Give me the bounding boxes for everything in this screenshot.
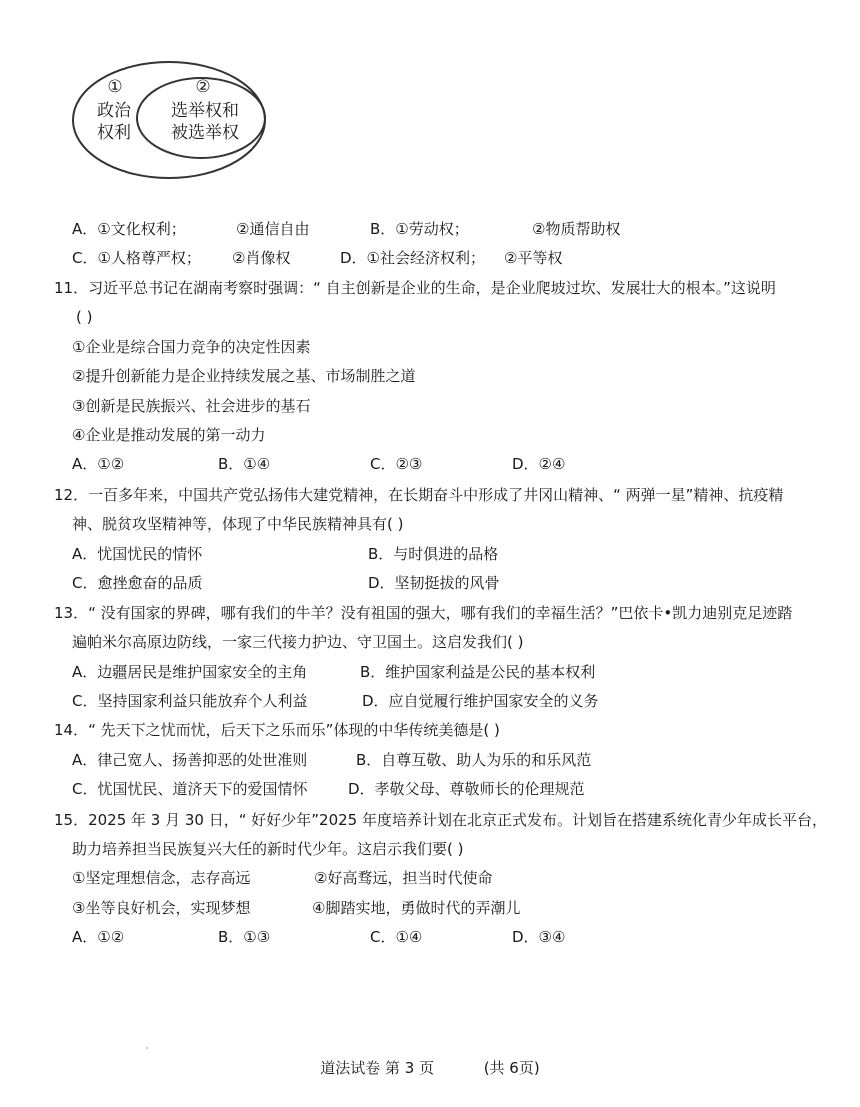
venn-inner-label: [162, 100, 248, 144]
q10-option-d-second: ②平等权: [504, 249, 563, 267]
q11-option-a[interactable]: A．①②: [72, 455, 125, 473]
q15-option-c[interactable]: C．①④: [370, 928, 423, 946]
q11-item-3: ③创新是民族振兴、社会进步的基石: [72, 397, 311, 415]
footer-total-label: (共 6页): [483, 1059, 540, 1077]
q10-option-a[interactable]: A．①文化权利；: [72, 220, 186, 238]
q13-option-d[interactable]: D．应自觉履行维护国家安全的义务: [362, 692, 599, 710]
q10-option-c[interactable]: C．①人格尊严权；: [72, 249, 201, 267]
q11-option-b[interactable]: B．①④: [218, 455, 271, 473]
q15-item-2: ②好高骛远，担当时代使命: [314, 869, 493, 887]
q12-stem-line1: 12．一百多年来，中国共产党弘扬伟大建党精神，在长期奋斗中形成了井冈山精神、“ 两弹一星”精神、抗疫精: [54, 486, 784, 504]
q15-item-4: ④脚踏实地，勇做时代的弄潮儿: [312, 899, 521, 917]
q12-option-d[interactable]: D．坚韧挺拔的风骨: [368, 574, 500, 592]
q12-option-a[interactable]: A．忧国忧民的情怀: [72, 545, 203, 563]
footer-page-label: 道法试卷 第 3 页: [320, 1059, 435, 1077]
q15-option-b[interactable]: B．①③: [218, 928, 271, 946]
q13-option-a[interactable]: A．边疆居民是维护国家安全的主角: [72, 663, 308, 681]
q10-option-c-second: ②肖像权: [232, 249, 291, 267]
page-footer: [0, 1057, 860, 1078]
q15-item-3: ③坐等良好机会，实现梦想: [72, 899, 251, 917]
q15-item-1: ①坚定理想信念，志存高远: [72, 869, 251, 887]
q15-stem-line2: 助力培养担当民族复兴大任的新时代少年。这启示我们要( ): [72, 840, 464, 858]
venn-outer-label: [92, 100, 136, 144]
q14-option-c[interactable]: C．忧国忧民、道济天下的爱国情怀: [72, 780, 308, 798]
q14-option-a[interactable]: A．律己宽人、扬善抑恶的处世准则: [72, 751, 308, 769]
q11-option-c[interactable]: C．②③: [370, 455, 423, 473]
q11-option-d[interactable]: D．②④: [512, 455, 566, 473]
q15-stem-line1: 15．2025 年 3 月 30 日，“ 好好少年”2025 年度培养计划在北京正式发布。计划旨在搭建系统化青少年成长平台，: [54, 811, 827, 829]
venn-diagram: [68, 58, 274, 184]
venn-outer-line2: 权利: [97, 123, 131, 143]
q11-stem-line1: 11．习近平总书记在湖南考察时强调：“ 自主创新是企业的生命，是企业爬坡过坎、发展壮大的根本。”这说明: [54, 279, 776, 297]
q11-item-2: ②提升创新能力是企业持续发展之基、市场制胜之道: [72, 367, 416, 385]
q15-option-d[interactable]: D．③④: [512, 928, 566, 946]
q14-stem: 14．“ 先天下之忧而忧，后天下之乐而乐”体现的中华传统美德是( ): [54, 721, 500, 739]
venn-outer-number: ①: [107, 77, 123, 97]
q10-option-b-second: ②物质帮助权: [532, 220, 621, 238]
q13-option-b[interactable]: B．维护国家利益是公民的基本权利: [360, 663, 596, 681]
q11-item-4: ④企业是推动发展的第一动力: [72, 426, 266, 444]
q10-option-b[interactable]: B．①劳动权；: [370, 220, 469, 238]
q10-option-a-second: ②通信自由: [236, 220, 310, 238]
scan-dot: [146, 1047, 148, 1049]
venn-inner-number: ②: [195, 77, 211, 97]
q14-option-b[interactable]: B．自尊互敬、助人为乐的和乐风范: [356, 751, 592, 769]
venn-inner-line1: 选举权和: [171, 101, 239, 121]
q11-item-1: ①企业是综合国力竞争的决定性因素: [72, 338, 311, 356]
q14-option-d[interactable]: D．孝敬父母、尊敬师长的伦理规范: [348, 780, 585, 798]
q12-option-b[interactable]: B．与时俱进的品格: [368, 545, 499, 563]
q13-stem-line2: 遍帕米尔高原边防线，一家三代接力护边、守卫国土。这启发我们( ): [72, 633, 524, 651]
q15-option-a[interactable]: A．①②: [72, 928, 125, 946]
q13-option-c[interactable]: C．坚持国家利益只能放弃个人利益: [72, 692, 308, 710]
q12-option-c[interactable]: C．愈挫愈奋的品质: [72, 574, 203, 592]
q11-answer-blank[interactable]: ( ): [76, 308, 93, 326]
q12-stem-line2: 神、脱贫攻坚精神等，体现了中华民族精神具有( ): [72, 515, 404, 533]
q13-stem-line1: 13．“ 没有国家的界碑，哪有我们的牛羊？没有祖国的强大，哪有我们的幸福生活？”巴依卡•凯力迪别克足迹踏: [54, 604, 793, 622]
q10-option-d[interactable]: D．①社会经济权利；: [340, 249, 485, 267]
venn-inner-line2: 被选举权: [171, 123, 239, 143]
venn-outer-line1: 政治: [97, 101, 131, 121]
